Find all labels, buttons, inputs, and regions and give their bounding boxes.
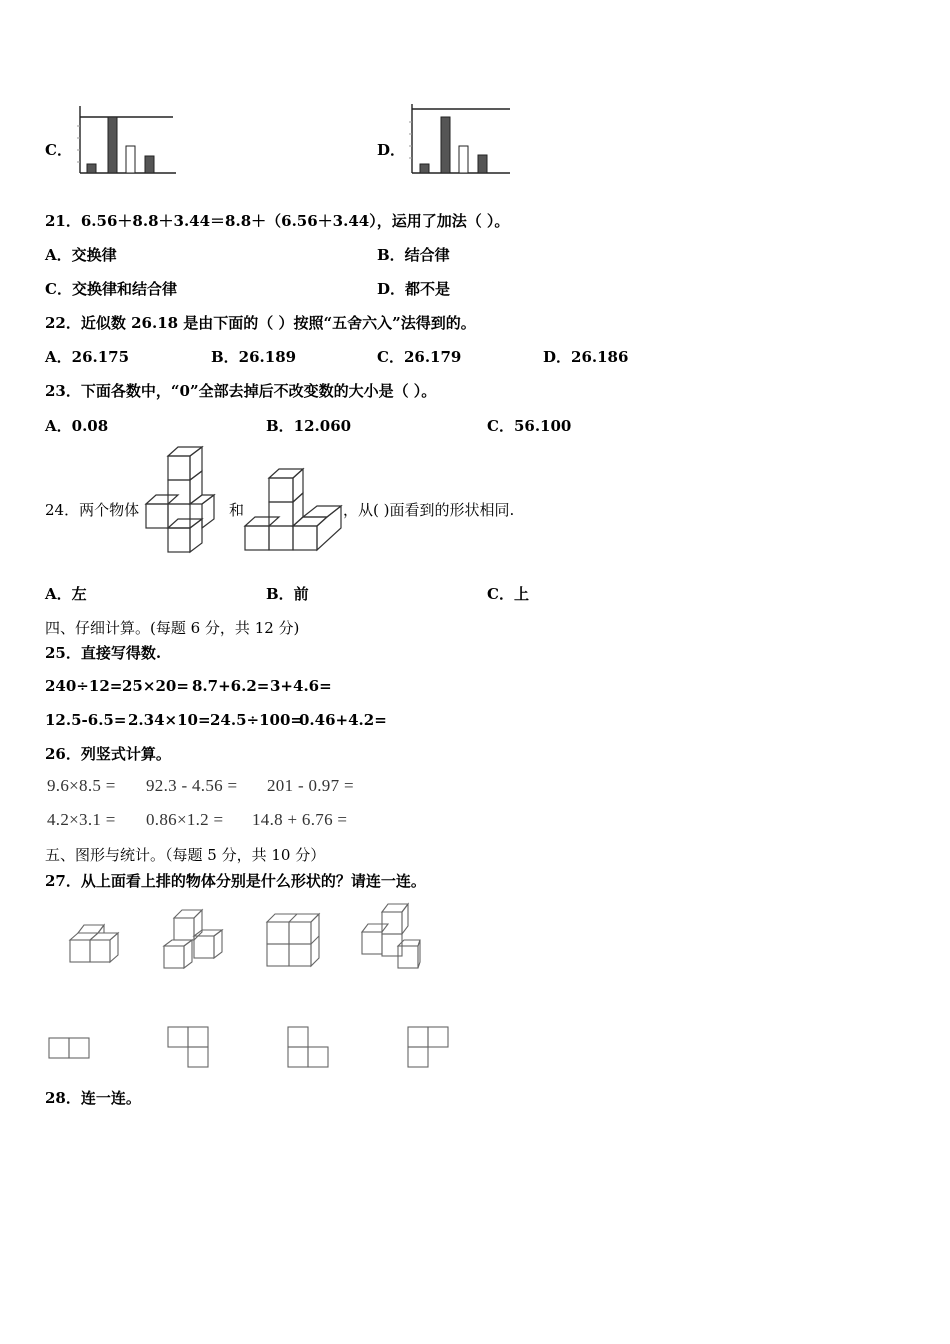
q26-r1-item1: 9.6×8.5 = <box>47 776 116 795</box>
question-22-option-a: A．26.175 <box>45 348 130 366</box>
question-25-stem: 25．直接写得数. <box>45 644 162 662</box>
question-24-stem-start: 24．两个物体 <box>45 501 140 519</box>
question-27-stem: 27．从上面看上排的物体分别是什么形状的？请连一连。 <box>45 872 426 890</box>
question-24-option-a: A．左 <box>45 585 87 603</box>
question-23-option-a: A．0.08 <box>45 417 109 435</box>
q25-r1-item1: 240÷12= <box>45 677 123 695</box>
q27-object-2 <box>162 908 224 970</box>
q27-top-view-3 <box>286 1026 330 1070</box>
question-24-stem-end: ，从( )面看到的形状相同. <box>343 501 515 519</box>
section-5-title: 五、图形与统计。（每题 5 分，共 10 分） <box>45 846 326 864</box>
question-22-option-c: C．26.179 <box>377 348 462 366</box>
bar-d-1 <box>420 164 429 173</box>
question-24-stem-mid: 和 <box>229 501 245 519</box>
bar-c-3 <box>126 146 135 173</box>
question-26-stem: 26．列竖式计算。 <box>45 745 171 763</box>
question-24-option-b: B．前 <box>266 585 309 603</box>
q27-object-3 <box>265 912 321 968</box>
q25-r2-item3: 24.5÷100= <box>210 711 303 729</box>
section-4-title: 四、仔细计算。(每题 6 分，共 12 分) <box>45 619 300 637</box>
cube-object-2 <box>244 466 344 554</box>
question-21-option-a: A．交换律 <box>45 246 117 264</box>
question-23-option-c: C．56.100 <box>487 417 572 435</box>
bar-c-4 <box>145 156 154 173</box>
q25-r2-item4: 0.46+4.2= <box>299 711 387 729</box>
question-28-stem: 28．连一连。 <box>45 1089 141 1107</box>
q25-r1-item2: 25×20= <box>122 677 189 695</box>
option-d-label: D． <box>377 141 406 159</box>
question-22-stem: 22．近似数 26.18 是由下面的（ ）按照“五舍六入”法得到的。 <box>45 314 476 332</box>
question-21-stem: 21．6.56＋8.8＋3.44＝8.8＋（6.56＋3.44），运用了加法（ ）。 <box>45 212 510 230</box>
question-21-option-b: B．结合律 <box>377 246 450 264</box>
question-24-option-c: C．上 <box>487 585 529 603</box>
q26-r2-item3: 14.8 + 6.76 = <box>252 810 348 829</box>
q27-top-view-4 <box>406 1026 452 1070</box>
q26-r1-item3: 201 - 0.97 = <box>267 776 354 795</box>
bar-c-2 <box>108 117 117 173</box>
q25-r1-item3: 8.7+6.2= <box>192 677 270 695</box>
question-21-option-c: C．交换律和结合律 <box>45 280 177 298</box>
bar-c-1 <box>87 164 96 173</box>
q26-r1-item2: 92.3 - 4.56 = <box>146 776 238 795</box>
q25-r1-item4: 3+4.6= <box>270 677 332 695</box>
question-22-option-d: D．26.186 <box>543 348 629 366</box>
option-c-label: C． <box>45 141 72 159</box>
bar-d-3 <box>459 146 468 173</box>
q25-r2-item1: 12.5-6.5= <box>45 711 127 729</box>
q27-object-4 <box>358 902 424 970</box>
q27-top-view-1 <box>48 1036 92 1060</box>
question-22-option-b: B．26.189 <box>211 348 297 366</box>
question-23-option-b: B．12.060 <box>266 417 352 435</box>
q26-r2-item2: 0.86×1.2 = <box>146 810 224 829</box>
cube-object-1 <box>144 446 220 554</box>
option-c-bar-chart <box>76 104 180 176</box>
q27-object-1 <box>68 922 124 966</box>
q27-top-view-2 <box>166 1026 210 1070</box>
question-21-option-d: D．都不是 <box>377 280 451 298</box>
question-23-stem: 23．下面各数中，“0”全部去掉后不改变数的大小是（ ）。 <box>45 382 437 400</box>
option-d-bar-chart <box>408 102 514 176</box>
q26-r2-item1: 4.2×3.1 = <box>47 810 116 829</box>
bar-d-2 <box>441 117 450 173</box>
bar-d-4 <box>478 155 487 173</box>
q25-r2-item2: 2.34×10= <box>128 711 211 729</box>
